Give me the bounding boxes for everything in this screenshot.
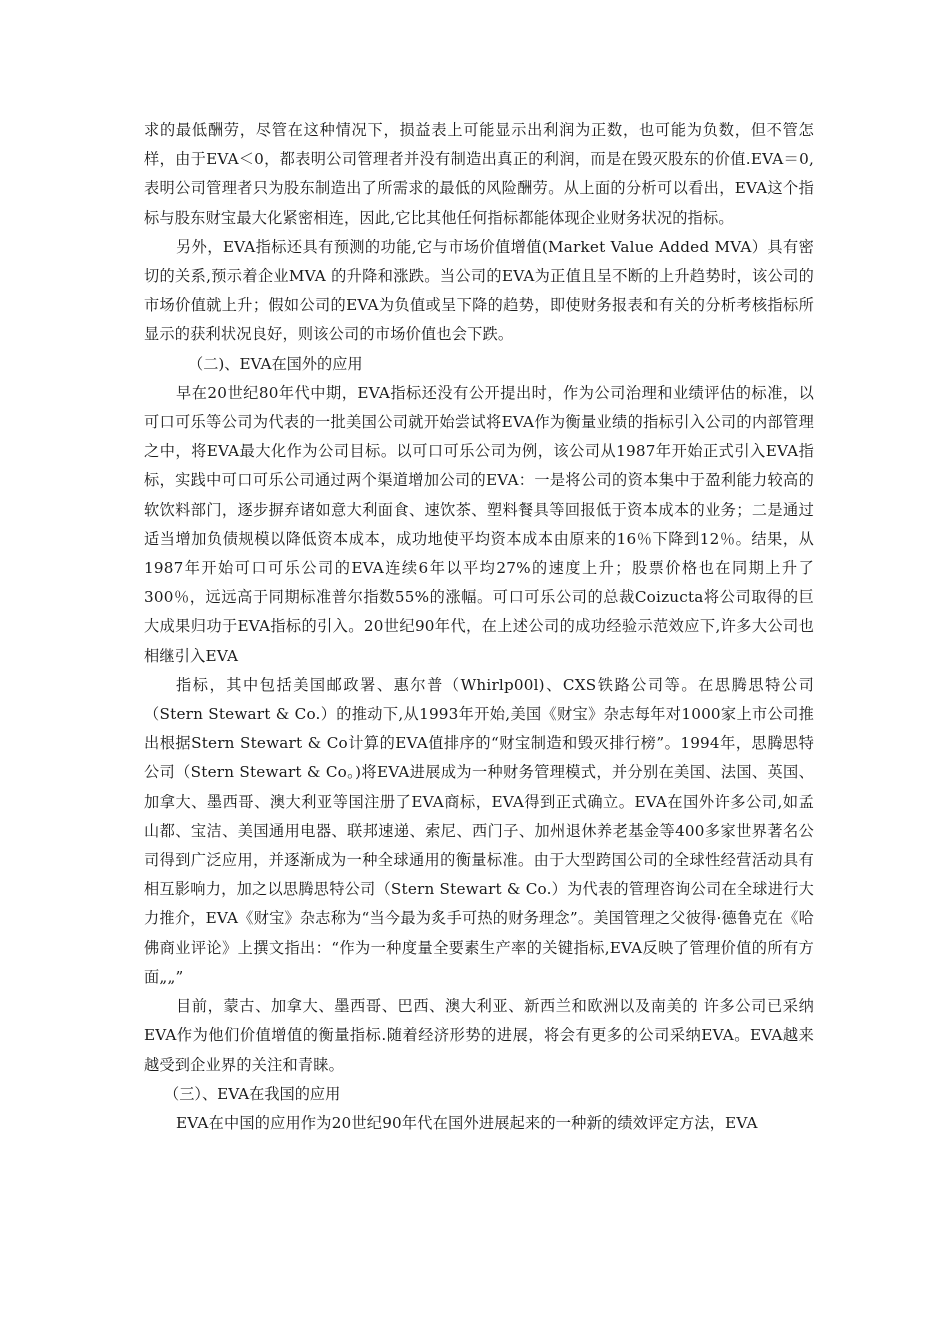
paragraph-coca-cola: 早在20世纪80年代中期，EVA指标还没有公开提出时，作为公司治理和业绩评估的标准，以可口可乐等公司为代表的一批美国公司就开始尝试将EVA作为衡量业绩的指标引入公司的内部管理之中，将EVA最大化作为公司目标。以可口可乐公司为例，该公司从1987年开始正式引入EVA指标，实践中可口可乐公司通过两个渠道增加公司的EVA：一是将公司的资本集中于盈利能力较高的软饮料部门，逐步摒弃诸如意大利面食、速饮茶、塑料餐具等回报低于资本成本的业务；二是通过适当增加负债规模以降低资本成本，成功地使平均资本成本由原来的16％下降到12％。结果，从1987年开始可口可乐公司的EVA连续6年以平均27%的速度上升；股票价格也在同期上升了300％，远远高于同期标准普尔指数55%的涨幅。可口可乐公司的总裁Coizucta将公司取得的巨大成果归功于EVA指标的引入。20世纪90年代，在上述公司的成功经验示范效应下,许多大公司也相继引入EVA [144,383,814,665]
paragraph-china-intro: EVA在中国的应用作为20世纪90年代在国外进展起来的一种新的绩效评定方法，EVA [176,1113,758,1132]
document-body [144,116,814,1138]
section-heading-china: （三）、EVA在我国的应用 [164,1084,341,1103]
section-heading-foreign: （二)、EVA在国外的应用 [188,354,363,373]
paragraph-stern-stewart: 指标，其中包括美国邮政署、惠尔普（Whirlp00l)、CXS铁路公司等。在思腾思特公司（Stern Stewart & Co.）的推动下,从1993年开始,美国《财宝》杂志每年对1000家上市公司推出根据Stern Stewart & Co计算的EVA值排序的“财宝制造和毁灭排行榜”。1994年，思腾思特公司（Stern Stewart & Co。)将EVA进展成为一种财务管理模式，并分别在美国、法国、英国、加拿大、墨西哥、澳大利亚等国注册了EVA商标，EVA得到正式确立。EVA在国外许多公司,如孟山都、宝洁、美国通用电器、联邦速递、索尼、西门子、加州退休养老基金等400多家世界著名公司得到广泛应用，并逐渐成为一种全球通用的衡量标准。由于大型跨国公司的全球性经营活动具有相互影响力，加之以思腾思特公司（Stern Stewart & Co.）为代表的管理咨询公司在全球进行大力推介，EVA《财宝》杂志称为“当今最为炙手可热的财务理念”。美国管理之父彼得·德鲁克在《哈佛商业评论》上撰文指出：“作为一种度量全要素生产率的关键指标,EVA反映了管理价值的所有方面„„” [144,675,814,986]
paragraph-eva-negative: 求的最低酬劳，尽管在这种情况下，损益表上可能显示出利润为正数，也可能为负数，但不管怎样，由于EVA＜0，都表明公司管理者并没有制造出真正的利润，而是在毁灭股东的价值.EVA＝0,表明公司管理者只为股东制造出了所需求的最低的风险酬劳。从上面的分析可以看出，EVA这个指标与股东财宝最大化紧密相连，因此,它比其他任何指标都能体现企业财务状况的指标。 [144,121,814,227]
paragraph-current-adoption: 目前，蒙古、加拿大、墨西哥、巴西、澳大利亚、新西兰和欧洲以及南美的 许多公司已采纳EVA作为他们价值增值的衡量指标.随着经济形势的进展，将会有更多的公司采纳EVA。EVA越来越受到企业界的关注和青睐。 [144,997,814,1074]
paragraph-eva-prediction: 另外，EVA指标还具有预测的功能,它与市场价值增值(Market Value Added MVA）具有密切的关系,预示着企业MVA 的升降和涨跌。当公司的EVA为正值且呈不断的上升趋势时，该公司的市场价值就上升；假如公司的EVA为负值或呈下降的趋势，即使财务报表和有关的分析考核指标所显示的获利状况良好，则该公司的市场价值也会下跌。 [144,237,814,344]
